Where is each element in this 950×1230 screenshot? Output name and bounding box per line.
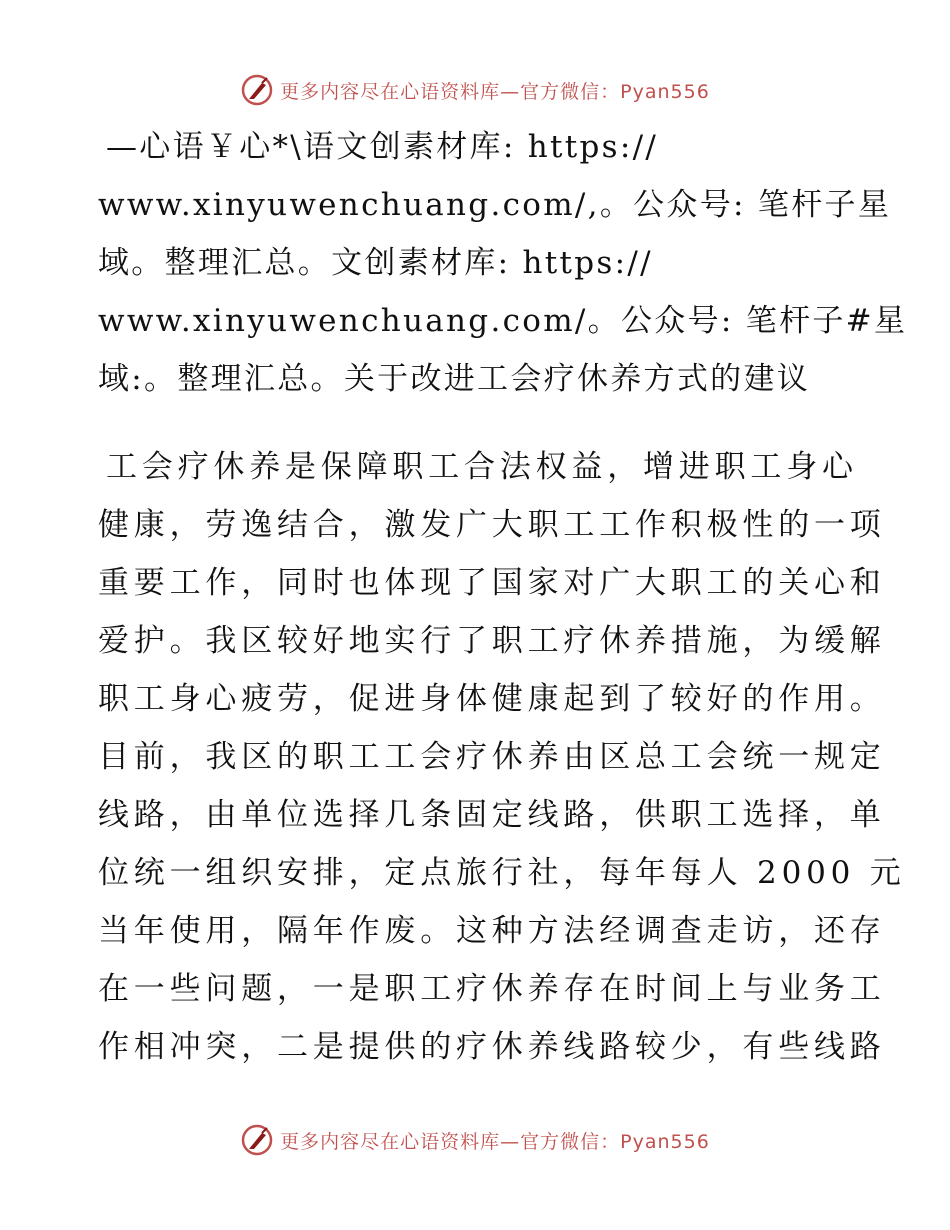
body-line: 作相冲突，二是提供的疗休养线路较少，有些线路 bbox=[98, 1029, 886, 1065]
intro-line: www.xinyuwenchuang.com/。公众号: 笔杆子#星 bbox=[98, 303, 908, 339]
body-line: 健康，劳逸结合，激发广大职工工作积极性的一项 bbox=[98, 507, 886, 543]
body-line: 在一些问题，一是职工疗休养存在时间上与业务工 bbox=[98, 971, 886, 1007]
intro-line: —心语￥心*\语文创素材库: https:// bbox=[106, 129, 659, 165]
body-line: 职工身心疲劳，促进身体健康起到了较好的作用。 bbox=[98, 681, 886, 717]
body-line: 目前，我区的职工工会疗休养由区总工会统一规定 bbox=[98, 739, 886, 775]
body-line: 重要工作，同时也体现了国家对广大职工的关心和 bbox=[98, 565, 886, 601]
body-line: 爱护。我区较好地实行了职工疗休养措施，为缓解 bbox=[98, 623, 886, 659]
body-line: 工会疗休养是保障职工合法权益，增进职工身心 bbox=[106, 449, 858, 485]
header-watermark bbox=[0, 70, 950, 110]
body-line: 位统一组织安排，定点旅行社，每年每人 2000 元 bbox=[98, 855, 906, 891]
body-line: 线路，由单位选择几条固定线路，供职工选择，单 bbox=[98, 797, 886, 833]
intro-line: 域:。整理汇总。关于改进工会疗休养方式的建议 bbox=[98, 361, 811, 397]
footer-watermark-text: 更多内容尽在心语资料库—官方微信：Pyan556 bbox=[280, 1130, 710, 1153]
intro-block bbox=[98, 118, 908, 408]
intro-line: 域。整理汇总。文创素材库: https:// bbox=[98, 245, 653, 281]
document-body bbox=[98, 118, 908, 1076]
footer-watermark bbox=[0, 1120, 950, 1160]
quill-pen-logo-icon bbox=[240, 1123, 274, 1157]
intro-line: www.xinyuwenchuang.com/,。公众号: 笔杆子星 bbox=[98, 187, 892, 223]
paragraph-gap bbox=[98, 408, 858, 438]
header-watermark-text: 更多内容尽在心语资料库—官方微信：Pyan556 bbox=[280, 80, 710, 103]
quill-pen-logo-icon bbox=[240, 73, 274, 107]
body-paragraph bbox=[98, 438, 906, 1076]
body-line: 当年使用，隔年作废。这种方法经调查走访，还存 bbox=[98, 913, 886, 949]
